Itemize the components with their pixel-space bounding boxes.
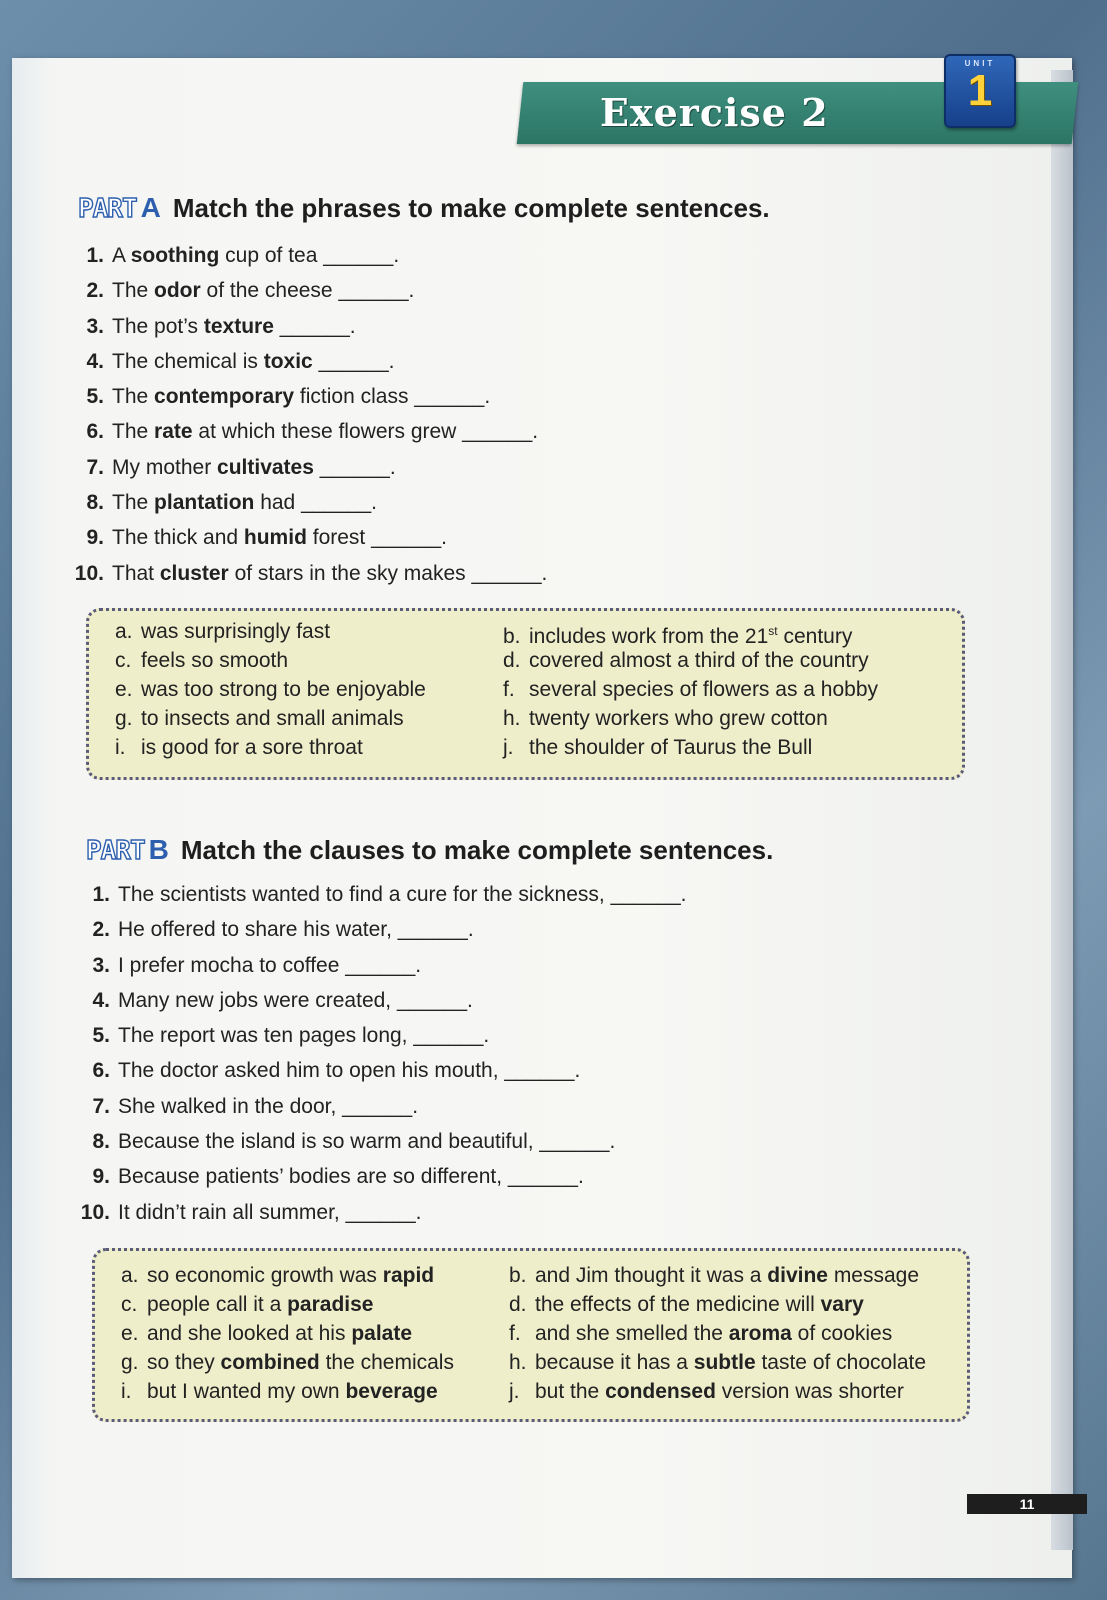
question-number: 5. xyxy=(86,385,104,409)
answer-option xyxy=(509,1319,957,1348)
question-text: Many new jobs were created, ______. xyxy=(118,988,473,1012)
list-item xyxy=(76,983,686,1018)
question-text: had ______. xyxy=(254,491,377,515)
list-item xyxy=(76,1124,686,1159)
answer-option xyxy=(115,646,503,675)
list-item xyxy=(76,1195,686,1230)
answer-letter: f. xyxy=(503,678,515,701)
vocab-word: divine xyxy=(767,1264,828,1287)
vocab-word: humid xyxy=(243,526,307,550)
answer-text: several species of flowers as a hobby xyxy=(529,678,879,701)
answer-letter: j. xyxy=(509,1380,520,1403)
vocab-word: rate xyxy=(154,420,193,444)
vocab-word: condensed xyxy=(605,1380,716,1403)
answer-text: includes work from the 21 xyxy=(529,625,769,648)
question-number: 3. xyxy=(86,314,104,338)
part-a-answer-box xyxy=(86,608,965,780)
answer-letter: d. xyxy=(509,1293,527,1316)
answer-text: of cookies xyxy=(791,1322,893,1345)
question-number: 8. xyxy=(86,491,104,515)
answer-text: the effects of the medicine will xyxy=(535,1293,821,1316)
question-text: ______. xyxy=(273,314,356,338)
answer-letter: b. xyxy=(509,1264,527,1287)
question-text: Because patients’ bodies are so different, ______. xyxy=(118,1165,584,1189)
answer-text: so economic growth was xyxy=(147,1264,383,1287)
question-number: 3. xyxy=(92,953,110,977)
answer-text: taste of chocolate xyxy=(755,1351,927,1374)
part-a-question-list xyxy=(70,238,547,591)
page-title: Exercise 2 xyxy=(600,90,829,135)
question-text: The thick and xyxy=(112,526,244,550)
page-edge xyxy=(1051,70,1073,1550)
question-text: Because the island is so warm and beautiful, ______. xyxy=(118,1130,616,1154)
answer-letter: a. xyxy=(121,1264,139,1287)
part-a-word: PART xyxy=(78,194,137,224)
question-text: fiction class ______. xyxy=(294,385,491,409)
vocab-word: paradise xyxy=(287,1293,374,1316)
question-number: 9. xyxy=(92,1165,110,1189)
answer-text: and Jim thought it was a xyxy=(535,1264,768,1287)
question-text: The scientists wanted to find a cure for the sickness, ______. xyxy=(118,883,687,906)
question-text: ______. xyxy=(312,349,395,373)
answer-text: and she looked at his xyxy=(147,1322,352,1345)
answer-text: and she smelled the xyxy=(535,1322,729,1345)
question-text: That xyxy=(112,561,160,585)
list-item xyxy=(70,450,547,485)
part-a-letter: A xyxy=(140,192,161,223)
answer-text: twenty workers who grew cotton xyxy=(529,707,828,730)
list-item xyxy=(70,379,547,414)
answer-letter: i. xyxy=(121,1380,132,1403)
unit-badge xyxy=(944,54,1016,128)
list-item xyxy=(70,520,547,555)
vocab-word: texture xyxy=(203,314,274,338)
question-text: A xyxy=(112,244,131,267)
answer-option xyxy=(115,733,503,762)
question-number: 9. xyxy=(86,526,104,550)
part-a-heading xyxy=(78,190,770,226)
answer-letter: c. xyxy=(121,1293,138,1316)
question-number: 6. xyxy=(92,1059,110,1083)
answer-letter: c. xyxy=(115,649,132,672)
question-text: It didn’t rain all summer, ______. xyxy=(118,1200,422,1224)
question-text: cup of tea ______. xyxy=(219,244,400,267)
question-text: I prefer mocha to coffee ______. xyxy=(118,953,422,977)
part-b-answer-grid xyxy=(121,1261,957,1406)
part-b-question-list xyxy=(76,877,686,1230)
answer-option xyxy=(121,1290,509,1319)
question-number: 4. xyxy=(92,988,110,1012)
part-b-letter: B xyxy=(148,834,169,865)
part-b-word: PART xyxy=(86,836,145,866)
vocab-word: aroma xyxy=(728,1322,792,1345)
question-text: She walked in the door, ______. xyxy=(118,1094,419,1118)
vocab-word: cultivates xyxy=(217,455,314,479)
question-number: 2. xyxy=(92,918,110,942)
vocab-word: palate xyxy=(351,1322,413,1345)
answer-option xyxy=(503,675,952,704)
page-number: 11 xyxy=(967,1494,1087,1514)
list-item xyxy=(76,1053,686,1088)
answer-option xyxy=(503,704,952,733)
list-item xyxy=(70,485,547,520)
question-number: 1. xyxy=(92,883,110,906)
question-number: 2. xyxy=(86,279,104,303)
question-text: The xyxy=(112,385,155,409)
question-text: The report was ten pages long, ______. xyxy=(118,1024,490,1048)
answer-letter: b. xyxy=(503,625,521,648)
answer-option xyxy=(509,1261,957,1290)
question-text: at which these flowers grew ______. xyxy=(192,420,539,444)
question-text: The xyxy=(112,279,155,303)
list-item xyxy=(76,1089,686,1124)
question-number: 7. xyxy=(86,455,104,479)
answer-option xyxy=(503,733,952,762)
question-text: He offered to share his water, ______. xyxy=(118,918,474,942)
list-item xyxy=(70,309,547,344)
answer-letter: g. xyxy=(121,1351,139,1374)
question-number: 4. xyxy=(86,349,104,373)
answer-text: the shoulder of Taurus the Bull xyxy=(529,736,813,759)
answer-text: is good for a sore throat xyxy=(141,736,363,759)
vocab-word: cluster xyxy=(159,561,229,585)
answer-text: century xyxy=(777,625,853,648)
answer-text: so they xyxy=(147,1351,221,1374)
list-item xyxy=(70,556,547,591)
answer-text: version was shorter xyxy=(715,1380,904,1403)
answer-text: the chemicals xyxy=(319,1351,454,1374)
vocab-word: combined xyxy=(220,1351,320,1374)
answer-letter: h. xyxy=(509,1351,527,1374)
answer-text: message xyxy=(827,1264,920,1287)
answer-text: was surprisingly fast xyxy=(141,620,331,643)
answer-text: but the xyxy=(535,1380,606,1403)
list-item xyxy=(76,1159,686,1194)
question-text: of stars in the sky makes ______. xyxy=(228,561,548,585)
answer-option xyxy=(509,1348,957,1377)
list-item xyxy=(70,273,547,308)
question-text: The xyxy=(112,420,155,444)
answer-text: was too strong to be enjoyable xyxy=(141,678,426,701)
part-b-instruction: Match the clauses to make complete sentences. xyxy=(180,835,774,865)
list-item xyxy=(76,877,686,912)
answer-letter: h. xyxy=(503,707,521,730)
answer-text: because it has a xyxy=(535,1351,694,1374)
unit-number: 1 xyxy=(967,66,993,115)
question-text: ______. xyxy=(313,455,396,479)
part-a-instruction: Match the phrases to make complete sentences. xyxy=(172,193,770,223)
vocab-word: toxic xyxy=(263,349,313,373)
answer-letter: e. xyxy=(121,1322,139,1345)
question-number: 1. xyxy=(86,244,104,267)
answer-letter: e. xyxy=(115,678,133,701)
list-item xyxy=(76,948,686,983)
question-number: 10. xyxy=(74,561,104,585)
question-number: 6. xyxy=(86,420,104,444)
question-number: 10. xyxy=(80,1200,110,1224)
answer-option xyxy=(503,646,952,675)
list-item xyxy=(70,344,547,379)
answer-letter: f. xyxy=(509,1322,521,1345)
answer-option xyxy=(503,617,952,646)
answer-letter: d. xyxy=(503,649,521,672)
question-text: of the cheese ______. xyxy=(200,279,415,303)
answer-option xyxy=(121,1319,509,1348)
list-item xyxy=(70,238,547,273)
part-b-answer-box xyxy=(92,1248,970,1422)
vocab-word: plantation xyxy=(154,491,255,515)
answer-letter: j. xyxy=(503,736,514,759)
answer-option xyxy=(121,1261,509,1290)
question-text: The xyxy=(112,491,155,515)
answer-option xyxy=(115,704,503,733)
answer-letter: i. xyxy=(115,736,126,759)
answer-text: people call it a xyxy=(147,1293,288,1316)
question-number: 8. xyxy=(92,1130,110,1154)
question-text: My mother xyxy=(112,455,218,479)
vocab-word: soothing xyxy=(130,244,220,267)
vocab-word: beverage xyxy=(345,1380,438,1403)
answer-option xyxy=(121,1348,509,1377)
question-text: The chemical is xyxy=(112,349,264,373)
answer-letter: a. xyxy=(115,620,133,643)
part-a-answer-grid xyxy=(115,617,952,762)
list-item xyxy=(76,1018,686,1053)
answer-letter: g. xyxy=(115,707,133,730)
answer-option xyxy=(509,1290,957,1319)
answer-text: feels so smooth xyxy=(141,649,289,672)
vocab-word: odor xyxy=(154,279,201,303)
answer-text: but I wanted my own xyxy=(147,1380,346,1403)
answer-option xyxy=(121,1377,509,1406)
question-text: forest ______. xyxy=(306,526,448,550)
unit-label: UNIT xyxy=(964,59,996,68)
answer-option xyxy=(115,675,503,704)
vocab-word: contemporary xyxy=(154,385,295,409)
answer-text: to insects and small animals xyxy=(141,707,404,730)
vocab-word: vary xyxy=(820,1293,864,1316)
question-number: 7. xyxy=(92,1094,110,1118)
answer-option xyxy=(509,1377,957,1406)
list-item xyxy=(76,912,686,947)
vocab-word: subtle xyxy=(693,1351,756,1374)
question-text: The pot’s xyxy=(112,314,204,338)
question-text: The doctor asked him to open his mouth, ______. xyxy=(118,1059,581,1083)
answer-superscript: st xyxy=(768,624,778,638)
vocab-word: rapid xyxy=(382,1264,435,1287)
part-b-heading xyxy=(86,832,773,868)
list-item xyxy=(70,414,547,449)
answer-text: covered almost a third of the country xyxy=(529,649,869,672)
answer-option xyxy=(115,617,503,646)
question-number: 5. xyxy=(92,1024,110,1048)
